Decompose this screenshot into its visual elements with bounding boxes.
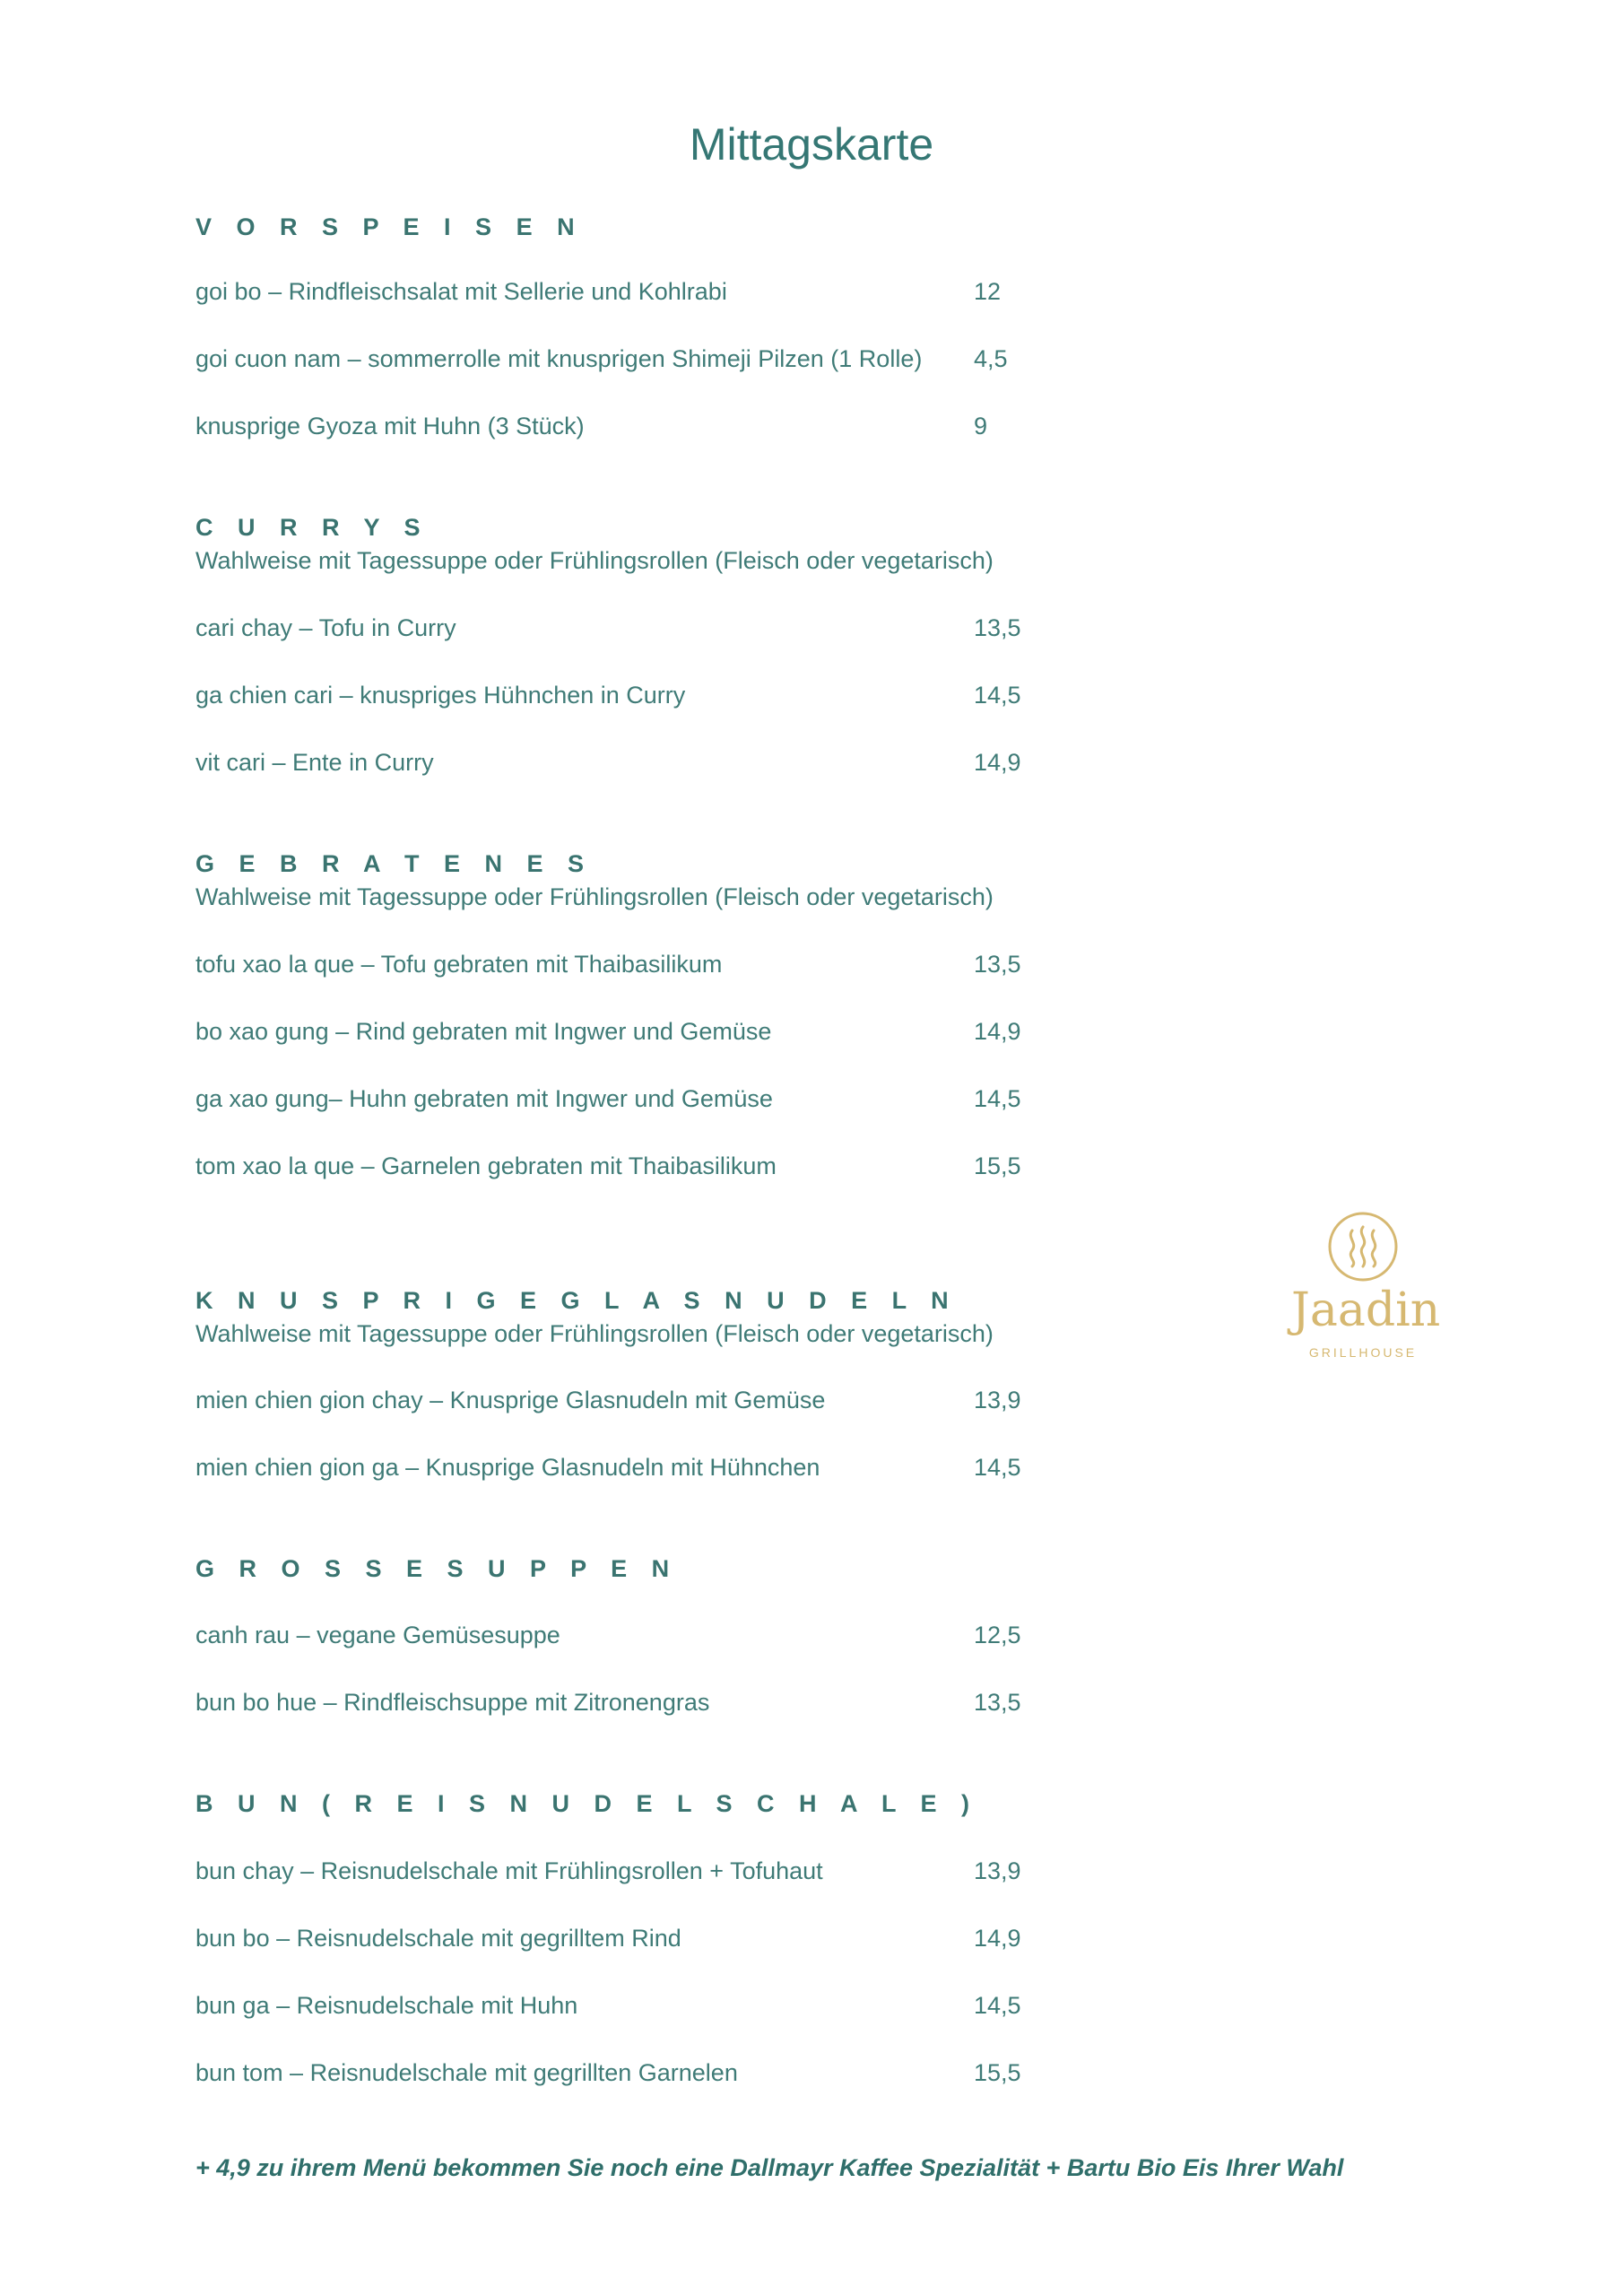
logo xyxy=(1291,1211,1441,1363)
menu-item-price: 12,5 xyxy=(974,1622,1021,1648)
steam-circle-icon xyxy=(1327,1211,1399,1283)
section-title-suppen: G R O S S E S U P P E N xyxy=(195,1555,679,1582)
section-title-gebratenes: G E B R A T E N E S xyxy=(195,850,594,877)
menu-item-price: 14,5 xyxy=(974,1992,1021,2019)
menu-item-price: 14,5 xyxy=(974,1454,1021,1481)
menu-item-name: bun bo hue – Rindfleischsuppe mit Zitronengras xyxy=(195,1689,710,1716)
menu-item-price: 13,9 xyxy=(974,1857,1021,1884)
menu-item-name: bun ga – Reisnudelschale mit Huhn xyxy=(195,1992,578,2019)
menu-item-name: goi bo – Rindfleischsalat mit Sellerie und Kohlrabi xyxy=(195,278,727,305)
logo-subtitle: GRILLHOUSE xyxy=(1308,1345,1418,1360)
menu-item-price: 13,5 xyxy=(974,1689,1021,1716)
menu-item-price: 14,9 xyxy=(974,1018,1021,1045)
page-title: Mittagskarte xyxy=(689,119,934,170)
menu-item-price: 9 xyxy=(974,413,988,439)
menu-item-name: canh rau – vegane Gemüsesuppe xyxy=(195,1622,560,1648)
section-subtitle-glasnudeln: Wahlweise mit Tagessuppe oder Frühlingsrollen (Fleisch oder vegetarisch) xyxy=(195,1320,994,1347)
menu-item-price: 14,5 xyxy=(974,1085,1021,1112)
menu-item-name: bun bo – Reisnudelschale mit gegrilltem Rind xyxy=(195,1925,681,1952)
section-subtitle-gebratenes: Wahlweise mit Tagessuppe oder Frühlingsrollen (Fleisch oder vegetarisch) xyxy=(195,883,994,910)
section-subtitle-currys: Wahlweise mit Tagessuppe oder Frühlingsrollen (Fleisch oder vegetarisch) xyxy=(195,547,994,574)
menu-item-name: bo xao gung – Rind gebraten mit Ingwer und Gemüse xyxy=(195,1018,772,1045)
menu-item-name: ga chien cari – knuspriges Hühnchen in Curry xyxy=(195,682,686,709)
menu-item-price: 13,5 xyxy=(974,951,1021,978)
menu-item-name: knusprige Gyoza mit Huhn (3 Stück) xyxy=(195,413,585,439)
menu-item-price: 14,5 xyxy=(974,682,1021,709)
section-title-currys: C U R R Y S xyxy=(195,514,430,541)
menu-item-name: ga xao gung– Huhn gebraten mit Ingwer und Gemüse xyxy=(195,1085,773,1112)
logo-name: Jaadin xyxy=(1291,1283,1441,1337)
menu-item-name: tofu xao la que – Tofu gebraten mit Thaibasilikum xyxy=(195,951,723,978)
section-title-bun: B U N ( R E I S N U D E L S C H A L E ) xyxy=(195,1790,979,1817)
menu-item-name: bun chay – Reisnudelschale mit Frühlingsrollen + Tofuhaut xyxy=(195,1857,823,1884)
menu-item-name: vit cari – Ente in Curry xyxy=(195,749,434,776)
menu-item-name: tom xao la que – Garnelen gebraten mit Thaibasilikum xyxy=(195,1152,777,1179)
menu-item-price: 15,5 xyxy=(974,2059,1021,2086)
section-title-glasnudeln: K N U S P R I G E G L A S N U D E L N xyxy=(195,1287,958,1314)
menu-item-price: 13,9 xyxy=(974,1387,1021,1413)
menu-item-name: goi cuon nam – sommerrolle mit knusprigen Shimeji Pilzen (1 Rolle) xyxy=(195,345,923,372)
menu-item-price: 15,5 xyxy=(974,1152,1021,1179)
footer-note: + 4,9 zu ihrem Menü bekommen Sie noch eine Dallmayr Kaffee Spezialität + Bartu Bio Eis Ihrer Wahl xyxy=(195,2154,1344,2181)
menu-item-price: 14,9 xyxy=(974,1925,1021,1952)
section-title-vorspeisen: V O R S P E I S E N xyxy=(195,213,584,240)
menu-item-name: mien chien gion ga – Knusprige Glasnudeln mit Hühnchen xyxy=(195,1454,820,1481)
menu-item-price: 14,9 xyxy=(974,749,1021,776)
menu-item-price: 12 xyxy=(974,278,1002,305)
menu-item-name: cari chay – Tofu in Curry xyxy=(195,614,456,641)
menu-item-name: mien chien gion chay – Knusprige Glasnudeln mit Gemüse xyxy=(195,1387,826,1413)
menu-item-name: bun tom – Reisnudelschale mit gegrillten Garnelen xyxy=(195,2059,738,2086)
menu-item-price: 4,5 xyxy=(974,345,1008,372)
menu-item-price: 13,5 xyxy=(974,614,1021,641)
